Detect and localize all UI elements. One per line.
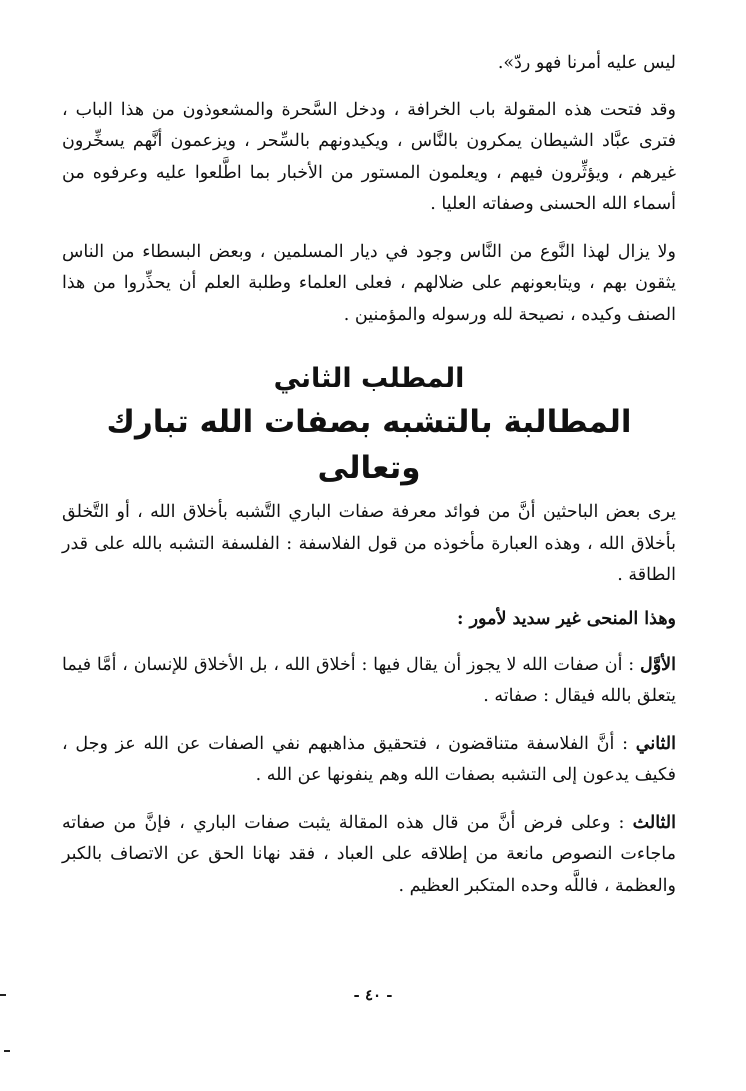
paragraph-1: ليس عليه أمرنا فهو ردّ». <box>497 53 676 73</box>
point-3-text: : وعلى فرض أنَّ من قال هذه المقالة يثبت صفات الباري ، فإنَّ من صفاته ماجاءت النصوص مانعة من إطلاقه على العباد ، فقد نهانا الحق عن الاتصاف بالكبر والعظمة ، فاللَّه وحده المتكبر العظيم . <box>62 812 676 896</box>
page-number: - ٤٠ - <box>353 986 393 1004</box>
intro-paragraph: يرى بعض الباحثين أنَّ من فوائد معرفة صفات الباري التَّشبه بأخلاق الله ، أو التَّخلق بأخلاق الله ، وهذه العبارة مأخوذه من قول الفلاسفة : الفلسفة التشبه بالله على قدر الطاقة . <box>62 502 676 585</box>
point-2-lead: الثاني <box>635 733 676 754</box>
point-1-lead: الأوَّل <box>639 654 676 675</box>
paragraph-3: ولا يزال لهذا النَّوع من النَّاس وجود في ديار المسلمين ، وبعض البسطاء من الناس يثقون بهم ، ويتابعونهم على ضلالهم ، فعلى العلماء وطلبة العلم أن يحذِّروا من هذا الصنف وكيده ، نصيحة لله ورسوله والمؤمنين . <box>62 241 676 325</box>
point-1-text: : أن صفات الله لا يجوز أن يقال فيها : أخلاق الله ، بل الأخلاق للإنسان ، أمَّا فيما يتعلق بالله فيقال : صفاته . <box>62 654 676 706</box>
point-2 <box>62 729 676 792</box>
scan-mark <box>4 1050 10 1052</box>
point-3 <box>62 808 676 903</box>
page-content <box>62 48 676 902</box>
point-2-text: : أنَّ الفلاسفة متناقضون ، فتحقيق مذاهبهم نفي الصفات عن الله عز وجل ، فكيف يدعون إلى التشبه بصفات الله وهم ينفونها عن الله . <box>62 733 676 785</box>
section-subtitle: المطالبة بالتشبه بصفات الله تبارك وتعالى <box>106 404 632 486</box>
section-title: المطلب الثاني <box>273 363 465 394</box>
point-3-lead: الثالث <box>632 812 676 833</box>
points-heading: وهذا المنحى غير سديد لأمور : <box>457 608 676 629</box>
point-1 <box>62 650 676 713</box>
paragraph-2: وقد فتحت هذه المقولة باب الخرافة ، ودخل السَّحرة والمشعوذون من هذا الباب ، فترى عبَّاد الشيطان يمكرون بالنَّاس ، ويكيدونهم بالسِّحر ، ويزعمون أنَّهم يسخِّرون غيرهم ، ويؤثِّرون فيهم ، ويعلمون المستور من الأخبار بما اطَّلعوا عليه وعرفوه من أسماء الله الحسنى وصفاته العليا . <box>62 99 676 214</box>
scan-mark <box>0 994 6 996</box>
